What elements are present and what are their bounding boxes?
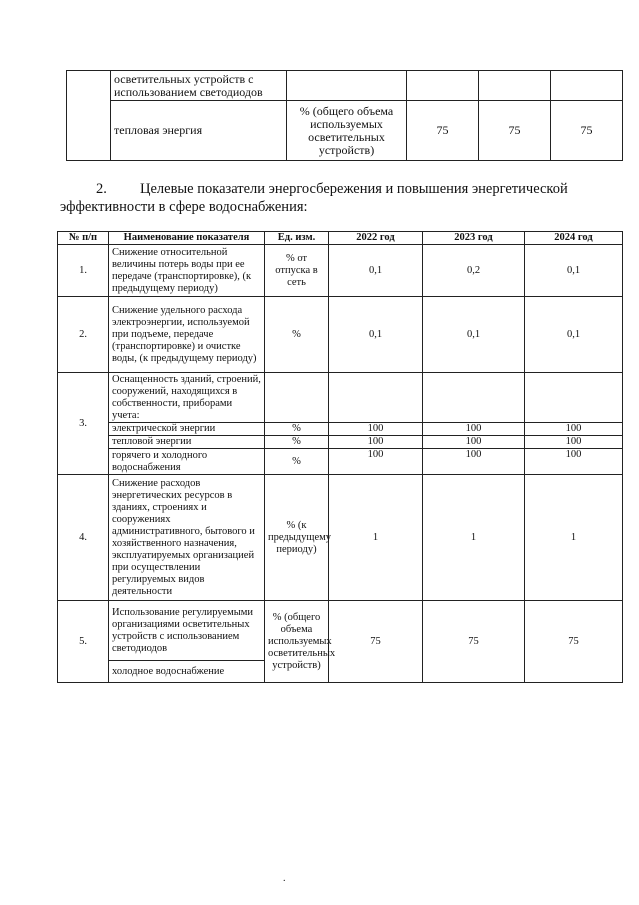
value-2024: 1 (525, 475, 623, 601)
indicator-name: холодное водоснабжение (109, 661, 265, 683)
value-2024: 75 (551, 101, 623, 161)
value-2022: 100 (329, 423, 423, 436)
header-2022: 2022 год (329, 232, 423, 245)
row-number: 3. (58, 373, 109, 475)
value-2022: 100 (329, 449, 423, 475)
indicator-name: электрической энергии (109, 423, 265, 436)
table-row (67, 71, 623, 101)
unit-cell: % (к предыдущему периоду) (265, 475, 329, 601)
value-2022: 75 (407, 101, 479, 161)
value-2023: 100 (423, 436, 525, 449)
section-title: Целевые показатели энергосбережения и повышения энергетической эффективности в сфере водоснабжения: (60, 181, 568, 215)
page-mark: . (283, 873, 286, 884)
previous-indicators-table-fragment (66, 70, 623, 161)
header-num: № п/п (58, 232, 109, 245)
table-subrow (58, 449, 623, 475)
table-row (58, 373, 623, 423)
value-2023: 100 (423, 449, 525, 475)
value-2024: 0,1 (525, 245, 623, 297)
value-2022: 0,1 (329, 297, 423, 373)
header-name: Наименование показателя (109, 232, 265, 245)
water-supply-indicators-table (57, 231, 623, 683)
value-2022: 100 (329, 436, 423, 449)
table-header-row (58, 232, 623, 245)
value-2024: 100 (525, 436, 623, 449)
table-subrow (58, 436, 623, 449)
unit-cell: % (общего объема используемых осветительных устройств) (265, 601, 329, 683)
value-2023: 100 (423, 423, 525, 436)
unit-cell: % (265, 423, 329, 436)
indicator-name: тепловой энергии (109, 436, 265, 449)
unit-cell: % (общего объема используемых осветительных устройств) (287, 101, 407, 161)
header-2024: 2024 год (525, 232, 623, 245)
unit-cell: % от отпуска в сеть (265, 245, 329, 297)
header-unit: Ед. изм. (265, 232, 329, 245)
value-2023: 0,1 (423, 297, 525, 373)
unit-cell: % (265, 449, 329, 475)
indicator-name: Снижение относительной величины потерь воды при ее передаче (транспортировке), (к предыдущему периоду) (109, 245, 265, 297)
row-number: 5. (58, 601, 109, 683)
section-heading (60, 180, 620, 216)
table-row (67, 101, 623, 161)
indicator-name: горячего и холодного водоснабжения (109, 449, 265, 475)
value-2024: 100 (525, 449, 623, 475)
value-2024: 100 (525, 423, 623, 436)
value-2024: 75 (525, 601, 623, 683)
row-number: 1. (58, 245, 109, 297)
header-2023: 2023 год (423, 232, 525, 245)
table-row (58, 245, 623, 297)
table-row (58, 475, 623, 601)
value-2022: 1 (329, 475, 423, 601)
table-row (58, 297, 623, 373)
section-number: 2. (96, 181, 107, 197)
unit-cell: % (265, 297, 329, 373)
value-2023: 75 (423, 601, 525, 683)
indicator-name: Оснащенность зданий, строений, сооружений, находящихся в собственности, приборами учета: (109, 373, 265, 423)
indicator-name: Использование регулируемыми организациями осветительных устройств с использованием светодиодов (109, 601, 265, 661)
value-2022: 75 (329, 601, 423, 683)
indicator-name: Снижение удельного расхода электроэнергии, используемой при подъеме, передаче (транспортировке) и очистке воды, (к предыдущему периоду) (109, 297, 265, 373)
value-2023: 0,2 (423, 245, 525, 297)
table-row (58, 601, 623, 661)
indicator-name: тепловая энергия (111, 101, 287, 161)
row-number: 4. (58, 475, 109, 601)
row-number: 2. (58, 297, 109, 373)
value-2023: 75 (479, 101, 551, 161)
table-subrow (58, 423, 623, 436)
value-2022: 0,1 (329, 245, 423, 297)
indicator-name: Снижение расходов энергетических ресурсов в зданиях, строениях и сооружениях административного, бытового и хозяйственного назначения, эксплуатируемых организацией при осуществлении регулируемых видов деятельности (109, 475, 265, 601)
indicator-name: осветительных устройств с использованием светодиодов (111, 71, 287, 101)
value-2024: 0,1 (525, 297, 623, 373)
unit-cell: % (265, 436, 329, 449)
value-2023: 1 (423, 475, 525, 601)
